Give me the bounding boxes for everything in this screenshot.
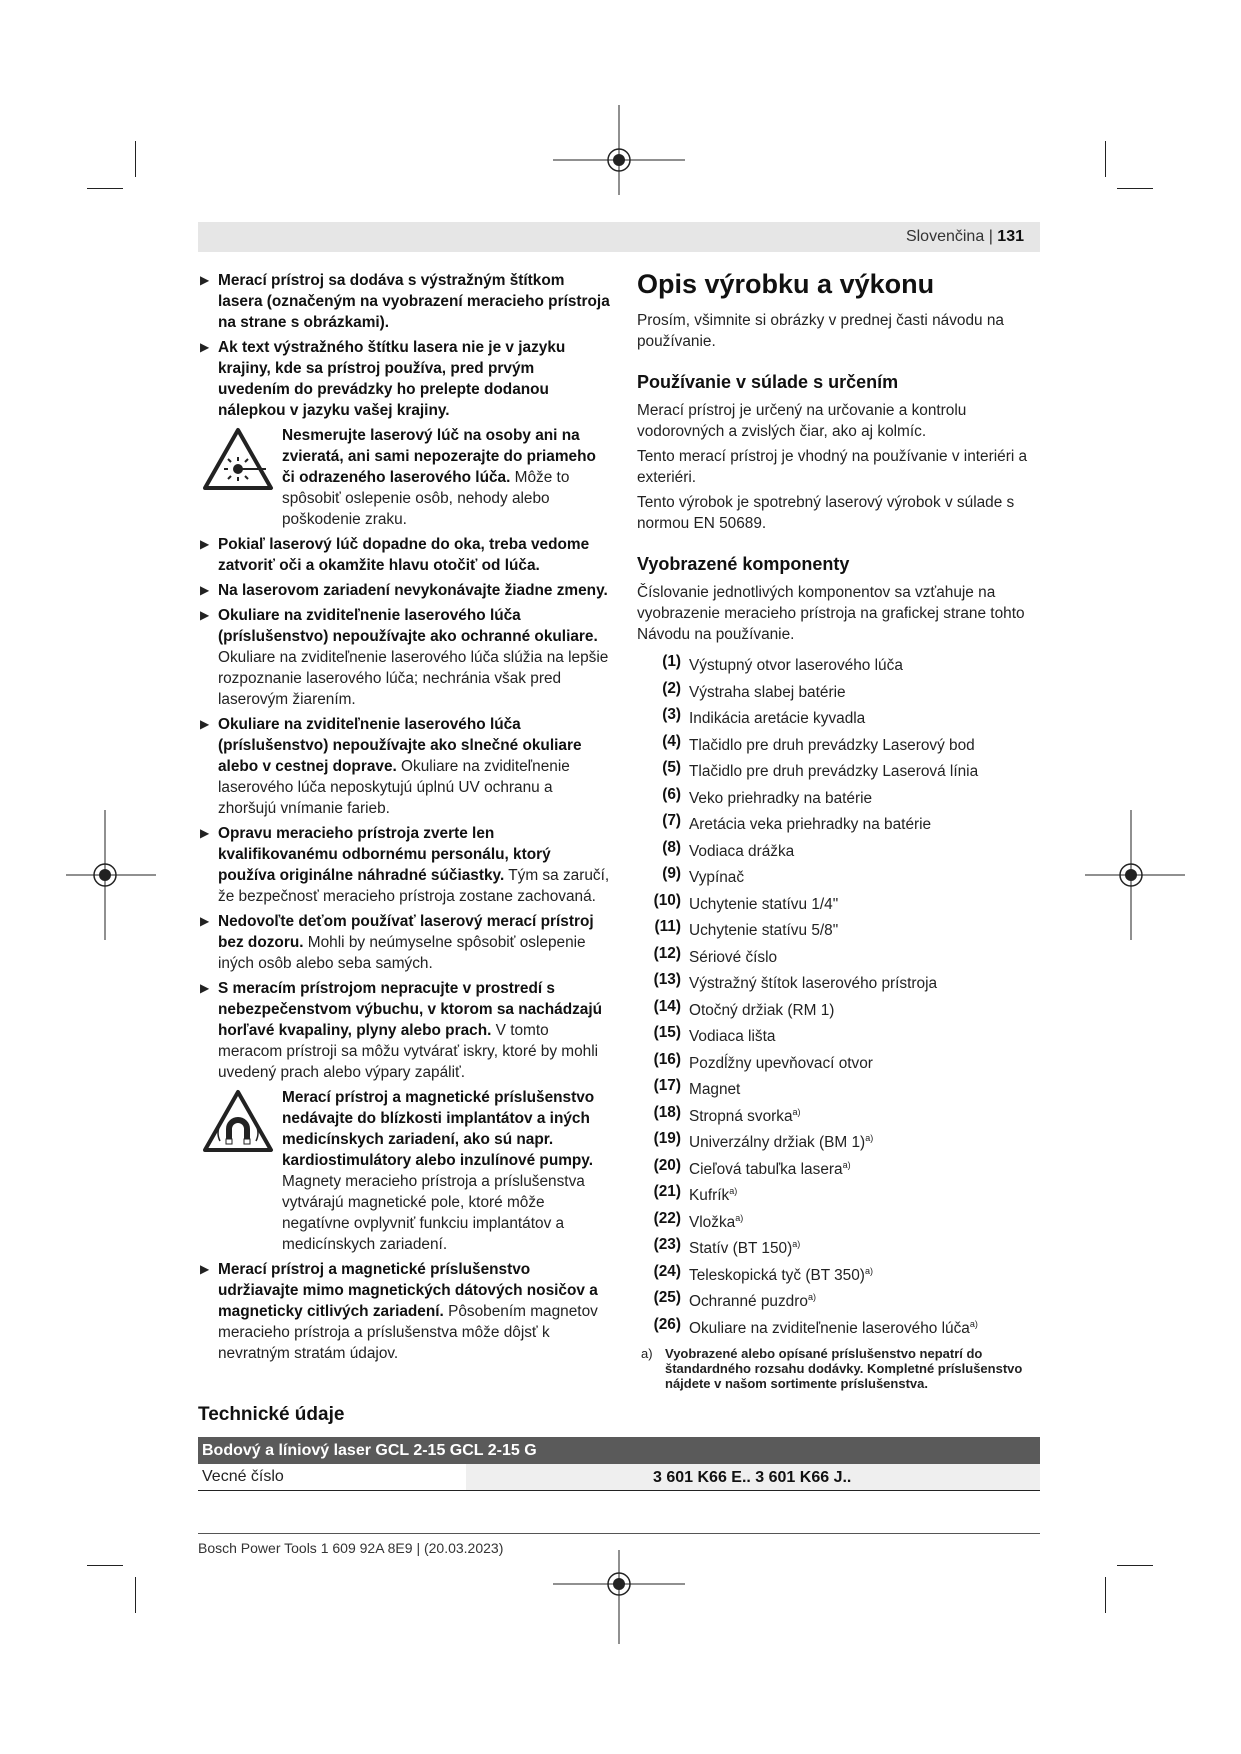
bullet-bold-text: Okuliare na zviditeľnenie laserového lúča (príslušenstvo) nepoužívajte ako ochranné okuliare. <box>218 607 598 645</box>
component-label: Výstraha slabej batérie <box>689 683 846 701</box>
component-label: Vodiaca lišta <box>689 1028 776 1046</box>
components-intro: Číslovanie jednotlivých komponentov sa vzťahuje na vyobrazenie meracieho prístroja na grafickej strane tohto Návodu na používanie. <box>637 584 1025 643</box>
component-item <box>637 1102 1040 1129</box>
component-label: Vodiaca drážka <box>689 842 795 860</box>
header-separator: | <box>988 228 993 245</box>
crop-mark <box>87 188 123 189</box>
component-item <box>637 1287 1040 1314</box>
component-item <box>637 731 1040 758</box>
right-column <box>637 268 1040 1391</box>
component-item <box>637 1022 1040 1049</box>
registration-mark-bottom <box>553 1550 685 1644</box>
component-label: Výstražný štítok laserového prístroja <box>689 975 938 993</box>
component-footnote-mark: a) <box>792 1106 801 1117</box>
component-footnote-mark: a) <box>735 1212 744 1223</box>
crop-mark <box>1117 1565 1153 1566</box>
safety-bullet <box>198 714 610 819</box>
table-row-value: 3 601 K66 E.. 3 601 K66 J.. <box>653 1469 852 1486</box>
warning-bold-text: Merací prístroj a magnetické príslušenstvo nedávajte do blízkosti implantátov a iných medicínskych zariadení, ako sú napr. kardiostimulátory alebo inzulínové pumpy. <box>282 1089 595 1169</box>
component-item <box>637 969 1040 996</box>
component-number: (11) <box>654 918 681 935</box>
component-footnote-mark: a) <box>842 1159 851 1170</box>
bullet-bold-text: Okuliare na zviditeľnenie laserového lúča (príslušenstvo) nepoužívajte ako slnečné okuliare alebo v cestnej doprave. <box>218 716 582 775</box>
footnote-label: a) <box>641 1346 653 1361</box>
bullet-bold-text: Pokiaľ laserový lúč dopadne do oka, treba vedome zatvoriť oči a okamžite hlavu otočiť od lúča. <box>218 536 590 574</box>
safety-bullet <box>198 823 610 907</box>
safety-bullet <box>198 270 610 333</box>
component-item <box>637 1181 1040 1208</box>
component-item <box>637 1049 1040 1076</box>
laser-warning-icon <box>202 427 274 491</box>
page-header <box>198 222 1040 252</box>
component-label: Statív (BT 150) <box>689 1240 793 1258</box>
table-header: Bodový a líniový laser GCL 2-15 GCL 2-15 G <box>198 1437 1040 1464</box>
component-number: (3) <box>662 706 681 723</box>
component-label: Cieľová tabuľka lasera <box>689 1160 843 1178</box>
component-item <box>637 1234 1040 1261</box>
crop-mark <box>1105 1577 1106 1613</box>
bullet-text: V tomto meracom prístroji sa môžu vytvárať iskry, ktoré by mohli uvedený prach alebo výpary zapáliť. <box>218 1022 599 1081</box>
component-number: (8) <box>662 838 681 856</box>
bullet-text: Okuliare na zviditeľnenie laserového lúča neposkytujú úplnú UV ochranu a zhoršujú vnímanie farieb. <box>218 758 570 817</box>
footnote <box>637 1346 1040 1391</box>
component-number: (19) <box>653 1130 681 1147</box>
bullet-text: Mohli by neúmyselne spôsobiť oslepenie iných osôb alebo seba samých. <box>218 934 586 972</box>
registration-mark-right <box>1085 810 1185 940</box>
header-text <box>906 228 1024 246</box>
safety-bullet <box>198 605 610 710</box>
component-number: (16) <box>653 1050 681 1068</box>
component-number: (6) <box>662 785 681 803</box>
component-number: (25) <box>653 1289 681 1306</box>
usage-paragraph: Tento merací prístroj je vhodný na používanie v interiéri a exteriéri. <box>637 448 1028 486</box>
component-number: (20) <box>653 1156 681 1174</box>
page-number: 131 <box>997 228 1024 245</box>
footer-text: Bosch Power Tools 1 609 92A 8E9 | (20.03.2023) <box>198 1540 504 1556</box>
usage-paragraph: Tento výrobok je spotrebný laserový výrobok v súlade s normou EN 50689. <box>637 494 1015 532</box>
component-footnote-mark: a) <box>969 1318 978 1329</box>
component-number: (2) <box>662 679 681 697</box>
component-footnote-mark: a) <box>865 1133 874 1143</box>
component-label: Vypínač <box>689 869 745 887</box>
magnet-warning-icon <box>202 1089 274 1153</box>
component-number: (22) <box>653 1209 681 1227</box>
component-item <box>637 1155 1040 1182</box>
component-label: Kufrík <box>689 1187 730 1205</box>
component-label: Sériové číslo <box>689 948 778 966</box>
component-label: Vložka <box>689 1213 736 1231</box>
component-item <box>637 1261 1040 1288</box>
magnet-warning-block <box>198 1087 610 1255</box>
crop-mark <box>87 1565 123 1566</box>
component-number: (26) <box>653 1315 681 1333</box>
component-label: Veko priehradky na batérie <box>689 789 873 807</box>
technical-table <box>198 1437 1040 1491</box>
component-item <box>637 810 1040 837</box>
crop-mark <box>135 1577 136 1613</box>
component-item <box>637 1314 1040 1341</box>
component-item <box>637 704 1040 731</box>
table-row-value-cell <box>466 1464 1040 1490</box>
component-label: Okuliare na zviditeľnenie laserového lúča <box>689 1319 970 1337</box>
component-number: (12) <box>653 944 681 962</box>
component-label: Výstupný otvor laserového lúča <box>689 657 903 675</box>
component-number: (4) <box>662 732 681 750</box>
bullet-bold-text: S meracím prístrojom nepracujte v prostredí s nebezpečenstvom výbuchu, v ktorom sa nachádzajú horľavé kvapaliny, plyny alebo prach. <box>218 980 603 1039</box>
component-label: Tlačidlo pre druh prevádzky Laserová línia <box>689 763 979 781</box>
bullet-bold-text: Merací prístroj sa dodáva s výstražným štítkom lasera (označeným na vyobrazení meracieho prístroja na strane s obrázkami). <box>218 272 610 331</box>
component-label: Tlačidlo pre druh prevádzky Laserový bod <box>689 736 975 754</box>
bullet-bold-text: Ak text výstražného štítku lasera nie je v jazyku krajiny, kde sa prístroj používa, pred prvým uvedením do prevádzky ho prelepte dodanou nálepkou v jazyku vašej krajiny. <box>218 339 566 419</box>
component-item <box>637 757 1040 784</box>
safety-bullet <box>198 978 610 1083</box>
component-label: Otočný držiak (RM 1) <box>689 1001 835 1019</box>
bullet-bold-text: Opravu meracieho prístroja zverte len kvalifikovanému odbornému personálu, ktorý používa originálne náhradné súčiastky. <box>218 825 551 884</box>
component-item <box>637 996 1040 1023</box>
component-label: Indikácia aretácie kyvadla <box>689 710 866 728</box>
component-number: (14) <box>653 997 681 1015</box>
safety-bullet <box>198 534 610 576</box>
component-number: (21) <box>653 1183 681 1200</box>
footer-divider <box>198 1533 1040 1534</box>
component-footnote-mark: a) <box>864 1265 873 1276</box>
component-number: (15) <box>653 1024 681 1041</box>
component-item <box>637 890 1040 917</box>
component-label: Teleskopická tyč (BT 350) <box>689 1266 865 1284</box>
technical-title: Technické údaje <box>198 1404 345 1425</box>
component-item <box>637 678 1040 705</box>
footnote-text: Vyobrazené alebo opísané príslušenstvo nepatrí do štandardného rozsahu dodávky. Kompletné príslušenstvo nájdete v našom sortimente príslušenstva. <box>665 1346 1023 1391</box>
left-column <box>198 270 610 1368</box>
bullet-bold-text: Merací prístroj a magnetické príslušenstvo udržiavajte mimo magnetických dátových nosičov a magneticky citlivých zariadení. <box>218 1261 598 1320</box>
safety-bullet <box>198 580 610 601</box>
component-item <box>637 863 1040 890</box>
laser-warning-block <box>198 425 610 530</box>
component-label: Univerzálny držiak (BM 1) <box>689 1134 866 1152</box>
component-item <box>637 784 1040 811</box>
component-item <box>637 1128 1040 1155</box>
component-label: Pozdĺžny upevňovací otvor <box>689 1054 873 1072</box>
component-label: Uchytenie statívu 1/4" <box>689 895 839 913</box>
crop-mark <box>1105 141 1106 177</box>
component-number: (13) <box>653 971 681 988</box>
components-heading: Vyobrazené komponenty <box>637 554 850 574</box>
usage-heading: Používanie v súlade s určením <box>637 372 899 392</box>
bullet-text: Okuliare na zviditeľnenie laserového lúča slúžia na lepšie rozpoznanie laserového lúča; nechránia však pred laserovým žiarením. <box>218 649 609 708</box>
section-title: Opis výrobku a výkonu <box>637 269 935 299</box>
registration-mark-left <box>66 810 156 940</box>
component-number: (9) <box>662 865 681 882</box>
component-number: (5) <box>662 759 681 776</box>
usage-paragraph: Merací prístroj je určený na určovanie a kontrolu vodorovných a zvislých čiar, ako aj kolmíc. <box>637 402 967 440</box>
warning-bold-text: Nesmerujte laserový lúč na osoby ani na zvieratá, ani sami nepozerajte do priameho či odrazeného laserového lúča. <box>282 427 596 486</box>
crop-mark <box>1117 188 1153 189</box>
component-item <box>637 837 1040 864</box>
warning-text: Môže to spôsobiť oslepenie osôb, nehody alebo poškodenie zraku. <box>282 469 570 528</box>
table-row <box>198 1464 1040 1491</box>
component-label: Magnet <box>689 1081 741 1099</box>
component-number: (7) <box>662 812 681 829</box>
component-number: (10) <box>653 891 681 909</box>
component-item <box>637 943 1040 970</box>
component-number: (24) <box>653 1262 681 1280</box>
component-number: (23) <box>653 1236 681 1253</box>
crop-mark <box>135 141 136 177</box>
component-label: Uchytenie statívu 5/8" <box>689 922 839 940</box>
header-language: Slovenčina <box>905 228 985 245</box>
component-footnote-mark: a) <box>792 1239 801 1249</box>
bullet-bold-text: Na laserovom zariadení nevykonávajte žiadne zmeny. <box>218 582 608 599</box>
bullet-bold-text: Nedovoľte deťom používať laserový merací prístroj bez dozoru. <box>218 913 594 951</box>
bullet-text: Tým sa zaručí, že bezpečnosť meracieho prístroja zostane zachovaná. <box>218 867 610 905</box>
component-label: Ochranné puzdro <box>689 1293 808 1311</box>
component-footnote-mark: a) <box>729 1186 738 1196</box>
component-number: (18) <box>653 1103 681 1121</box>
safety-bullet <box>198 1259 610 1364</box>
component-item <box>637 651 1040 678</box>
component-number: (17) <box>653 1077 681 1094</box>
component-footnote-mark: a) <box>807 1292 816 1302</box>
safety-bullet <box>198 337 610 421</box>
component-item <box>637 1208 1040 1235</box>
component-label: Stropná svorka <box>689 1107 793 1125</box>
warning-text: Magnety meracieho prístroja a príslušenstva vytvárajú magnetické pole, ktoré môže negatívne ovplyvniť funkciu implantátov a medicínskych zariadení. <box>282 1173 585 1253</box>
safety-bullet <box>198 911 610 974</box>
intro-text: Prosím, všimnite si obrázky v prednej časti návodu na používanie. <box>637 312 1004 350</box>
table-row-label: Vecné číslo <box>202 1468 284 1485</box>
component-item <box>637 916 1040 943</box>
component-number: (1) <box>662 653 681 670</box>
component-item <box>637 1075 1040 1102</box>
component-label: Aretácia veka priehradky na batérie <box>689 816 932 834</box>
components-list <box>637 651 1040 1340</box>
registration-mark-top <box>553 105 685 195</box>
bullet-text: Pôsobením magnetov meracieho prístroja a príslušenstva môže dôjsť k nevratným stratám údajov. <box>218 1303 598 1362</box>
